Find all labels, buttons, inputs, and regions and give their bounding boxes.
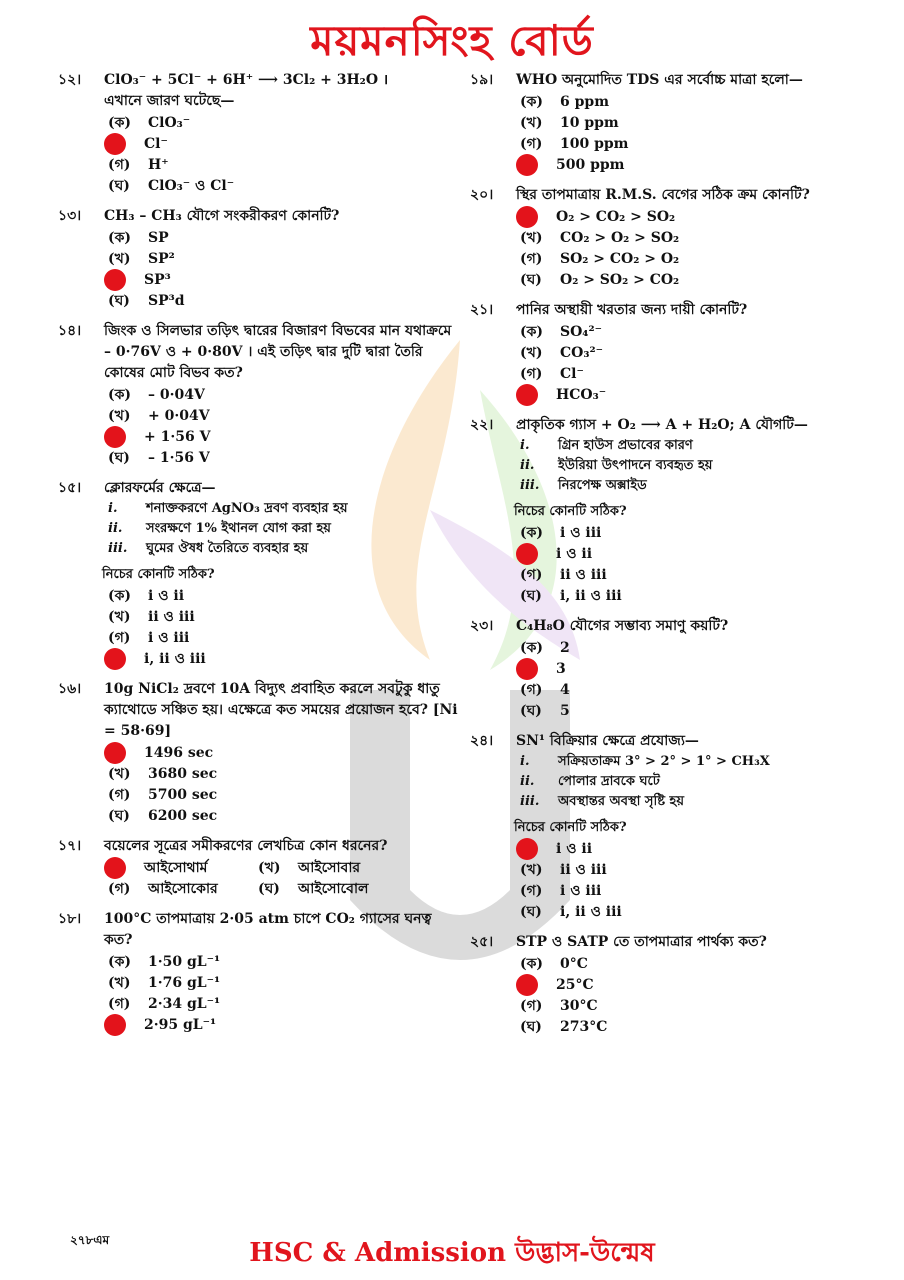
- option-ka[interactable]: [108, 585, 458, 606]
- question-number: ২৩।: [470, 618, 494, 634]
- option-value: HCO₃⁻: [556, 386, 607, 403]
- statement: iii. ঘুমের ঔষধ তৈরিতে ব্যবহার হয়: [108, 541, 309, 556]
- question-text: SN¹ বিক্রিয়ার ক্ষেত্রে প্রযোজ্য—: [516, 733, 699, 749]
- statement: i. শনাক্তকরণে AgNO₃ দ্রবণ ব্যবহার হয়: [108, 501, 348, 516]
- statement: ii. ইউরিয়া উৎপাদনে ব্যবহৃত হয়: [520, 458, 713, 473]
- question-text: 10g NiCl₂ দ্রবণে 10A বিদ্যুৎ প্রবাহিত করলে সবটুকু ধাতু ক্যাথোডে সঞ্চিত হয়। এক্ষেত্রে কত সময়ের প্রয়োজন হবে? [Ni = 58·69]: [104, 681, 458, 739]
- answer-marker-icon: [516, 154, 538, 176]
- question-20: [470, 185, 890, 290]
- option-label: (ক): [520, 524, 544, 541]
- option-value: 0°C: [560, 955, 588, 972]
- question-text: স্থির তাপমাত্রায় R.M.S. বেগের সঠিক ক্রম কোনটি?: [516, 187, 810, 203]
- option-label: (ক): [108, 587, 132, 604]
- question-number: ২০।: [470, 187, 494, 203]
- option-label: (ঘ): [520, 587, 542, 604]
- question-23: [470, 616, 890, 721]
- answer-marker-icon: [516, 974, 538, 996]
- question-prompt: নিচের কোনটি সঠিক?: [514, 820, 627, 835]
- option-value: 6200 sec: [148, 807, 218, 824]
- question-text: পানির অস্থায়ী খরতার জন্য দায়ী কোনটি?: [516, 302, 748, 318]
- question-number: ১৯।: [470, 72, 494, 88]
- option-label: (খ): [108, 765, 131, 782]
- option-value: 100 ppm: [560, 135, 629, 152]
- option-gha[interactable]: [520, 585, 890, 606]
- question-number: ২৪।: [470, 733, 494, 749]
- option-value: Cl⁻: [144, 135, 168, 152]
- option-gha[interactable]: [108, 1014, 458, 1035]
- option-ga[interactable]: [108, 627, 458, 648]
- option-value: i ও ii: [556, 545, 593, 562]
- option-label: (খ): [108, 250, 131, 267]
- answer-marker-icon: [516, 543, 538, 565]
- option-label: (গ): [520, 135, 543, 152]
- question-text: প্রাকৃতিক গ্যাস + O₂ ⟶ A + H₂O; A যৌগটি—: [516, 417, 808, 433]
- option-gha[interactable]: [520, 269, 890, 290]
- answer-marker-icon: [516, 206, 538, 228]
- option-kha[interactable]: [520, 974, 890, 995]
- option-gha[interactable]: [258, 878, 408, 899]
- question-number: ১৪।: [58, 323, 82, 339]
- option-label: (খ): [520, 114, 543, 131]
- option-label: (খ): [520, 344, 543, 361]
- question-number: ১৮।: [58, 911, 82, 927]
- option-kha[interactable]: [108, 248, 458, 269]
- option-kha[interactable]: [520, 227, 890, 248]
- option-value: 3680 sec: [148, 765, 218, 782]
- option-ka[interactable]: [108, 951, 458, 972]
- option-ka[interactable]: [520, 91, 890, 112]
- option-value: 1·76 gL⁻¹: [148, 974, 221, 991]
- option-label: (খ): [520, 229, 543, 246]
- option-ga[interactable]: [108, 993, 458, 1014]
- statement: ii. সংরক্ষণে 1% ইথানল যোগ করা হয়: [108, 521, 331, 536]
- question-16: [58, 679, 458, 826]
- option-kha[interactable]: [108, 405, 458, 426]
- option-value: O₂ > SO₂ > CO₂: [560, 271, 680, 288]
- option-label: (গ): [520, 882, 543, 899]
- question-19: [470, 70, 890, 175]
- option-value: ClO₃⁻ ও Cl⁻: [148, 177, 235, 194]
- option-value: 25°C: [556, 976, 594, 993]
- option-kha[interactable]: [258, 857, 408, 878]
- option-value: O₂ > CO₂ > SO₂: [556, 208, 676, 225]
- option-ga[interactable]: [520, 363, 890, 384]
- option-ka[interactable]: [108, 227, 458, 248]
- option-ga[interactable]: [520, 679, 890, 700]
- option-value: 273°C: [560, 1018, 608, 1035]
- option-label: (গ): [108, 156, 131, 173]
- option-ga[interactable]: [520, 880, 890, 901]
- question-text-2: এখানে জারণ ঘটেছে—: [104, 93, 235, 109]
- question-number: ২৫।: [470, 934, 494, 950]
- option-ka[interactable]: [108, 112, 458, 133]
- option-gha[interactable]: [520, 1016, 890, 1037]
- option-value: 500 ppm: [556, 156, 625, 173]
- question-number: ১৫।: [58, 480, 82, 496]
- question-number: ১২।: [58, 72, 82, 88]
- left-column: [58, 70, 458, 1045]
- option-gha[interactable]: [520, 384, 890, 405]
- question-text: STP ও SATP তে তাপমাত্রার পার্থক্য কত?: [516, 934, 767, 950]
- answer-marker-icon: [516, 384, 538, 406]
- option-gha[interactable]: [520, 700, 890, 721]
- answer-marker-icon: [516, 838, 538, 860]
- option-value: আইসোকোর: [148, 880, 218, 897]
- option-kha[interactable]: [520, 543, 890, 564]
- option-label: (ক): [108, 229, 132, 246]
- option-value: CO₃²⁻: [560, 344, 603, 361]
- question-text: ClO₃⁻ + 5Cl⁻ + 6H⁺ ⟶ 3Cl₂ + 3H₂O ।: [104, 72, 389, 88]
- option-value: 5700 sec: [148, 786, 218, 803]
- footer-brand: HSC & Admission উদ্ভাস-উন্মেষ: [249, 1238, 655, 1268]
- option-value: SP²: [148, 250, 175, 267]
- option-ka[interactable]: [520, 206, 890, 227]
- option-label: (ক): [108, 114, 132, 131]
- option-ga[interactable]: [108, 269, 458, 290]
- option-kha[interactable]: [108, 133, 458, 154]
- statement: i. গ্রিন হাউস প্রভাবের কারণ: [520, 438, 693, 453]
- option-ka[interactable]: [520, 522, 890, 543]
- option-label: (খ): [258, 859, 281, 876]
- option-value: i ও ii: [148, 587, 185, 604]
- question-text: 100°C তাপমাত্রায় 2·05 atm চাপে CO₂ গ্যাসের ঘনত্ব কত?: [104, 911, 432, 948]
- option-label: (ঘ): [108, 177, 130, 194]
- option-ga[interactable]: [520, 564, 890, 585]
- option-value: i, ii ও iii: [560, 903, 622, 920]
- option-ka[interactable]: [520, 953, 890, 974]
- option-ka[interactable]: [520, 637, 890, 658]
- option-label: (ক): [520, 93, 544, 110]
- option-label: (খ): [108, 974, 131, 991]
- option-kha[interactable]: [520, 859, 890, 880]
- option-ka[interactable]: [108, 857, 258, 878]
- option-kha[interactable]: [520, 112, 890, 133]
- option-label: (ঘ): [520, 702, 542, 719]
- question-22: [470, 415, 890, 606]
- question-number: ১৩।: [58, 208, 82, 224]
- option-label: (ঘ): [108, 292, 130, 309]
- option-label: (গ): [520, 365, 543, 382]
- question-18: [58, 909, 458, 1035]
- option-label: (খ): [108, 407, 131, 424]
- option-value: 4: [560, 681, 570, 698]
- option-kha[interactable]: [520, 342, 890, 363]
- option-gha[interactable]: [520, 154, 890, 175]
- option-kha[interactable]: [108, 972, 458, 993]
- option-ka[interactable]: [520, 838, 890, 859]
- option-label: (ঘ): [520, 271, 542, 288]
- option-ga[interactable]: [520, 248, 890, 269]
- option-value: ClO₃⁻: [148, 114, 191, 131]
- option-value: 10 ppm: [560, 114, 619, 131]
- option-value: SO₄²⁻: [560, 323, 602, 340]
- option-ga[interactable]: [108, 426, 458, 447]
- question-25: [470, 932, 890, 1037]
- option-value: SP³: [144, 271, 171, 288]
- statement: i. সক্রিয়তাক্রম 3° > 2° > 1° > CH₃X: [520, 754, 770, 769]
- option-value: i, ii ও iii: [144, 650, 206, 667]
- option-label: (ক): [108, 953, 132, 970]
- question-text: WHO অনুমোদিত TDS এর সর্বোচ্চ মাত্রা হলো—: [516, 72, 803, 88]
- option-ga[interactable]: [520, 133, 890, 154]
- option-value: ii ও iii: [148, 608, 195, 625]
- option-kha[interactable]: [108, 763, 458, 784]
- option-ga[interactable]: [520, 995, 890, 1016]
- option-ka[interactable]: [108, 742, 458, 763]
- option-ga[interactable]: [108, 878, 258, 899]
- option-value: 5: [560, 702, 570, 719]
- answer-marker-icon: [104, 648, 126, 670]
- question-14: [58, 321, 458, 468]
- option-value: 1·50 gL⁻¹: [148, 953, 221, 970]
- question-13: [58, 206, 458, 311]
- option-value: ii ও iii: [560, 566, 607, 583]
- option-label: (গ): [520, 997, 543, 1014]
- option-value: i ও iii: [560, 524, 602, 541]
- option-value: Cl⁻: [560, 365, 584, 382]
- option-label: (ঘ): [108, 807, 130, 824]
- statement: ii. পোলার দ্রাবকে ঘটে: [520, 774, 660, 789]
- option-value: CO₂ > O₂ > SO₂: [560, 229, 680, 246]
- answer-marker-icon: [104, 426, 126, 448]
- answer-marker-icon: [104, 133, 126, 155]
- question-prompt: নিচের কোনটি সঠিক?: [514, 504, 627, 519]
- option-value: SO₂ > CO₂ > O₂: [560, 250, 680, 267]
- option-label: (খ): [520, 861, 543, 878]
- option-ka[interactable]: [108, 384, 458, 405]
- option-value: – 1·56 V: [148, 449, 210, 466]
- answer-marker-icon: [104, 1014, 126, 1036]
- option-value: i, ii ও iii: [560, 587, 622, 604]
- page-title: ময়মনসিংহ বোর্ড: [310, 16, 594, 65]
- question-text: বয়েলের সূত্রের সমীকরণের লেখচিত্র কোন ধরনের?: [104, 838, 388, 854]
- option-kha[interactable]: [520, 658, 890, 679]
- option-label: (ঘ): [520, 903, 542, 920]
- option-label: (ক): [520, 955, 544, 972]
- option-label: (খ): [108, 608, 131, 625]
- option-gha[interactable]: [108, 805, 458, 826]
- option-value: 30°C: [560, 997, 598, 1014]
- option-value: 3: [556, 660, 566, 677]
- question-text: C₄H₈O যৌগের সম্ভাব্য সমাণু কয়টি?: [516, 618, 729, 634]
- option-gha[interactable]: [108, 175, 458, 196]
- question-15: [58, 478, 458, 669]
- answer-marker-icon: [104, 269, 126, 291]
- option-ga[interactable]: [108, 154, 458, 175]
- question-21: [470, 300, 890, 405]
- statement: iii. অবস্থান্তর অবস্থা সৃষ্টি হয়: [520, 794, 685, 809]
- right-column: [470, 70, 890, 1047]
- option-value: – 0·04V: [148, 386, 205, 403]
- option-label: (গ): [108, 629, 131, 646]
- option-value: 6 ppm: [560, 93, 610, 110]
- question-text: জিংক ও সিলভার তড়িৎ দ্বারের বিজারণ বিভবের মান যথাক্রমে – 0·76V ও + 0·80V । এই তড়িৎ দ্বার দুটি দ্বারা তৈরি কোষের মোট বিভব কত?: [104, 323, 452, 381]
- answer-marker-icon: [104, 857, 126, 879]
- page-number: ২৭৮এম: [70, 1233, 110, 1247]
- option-label: (ঘ): [520, 1018, 542, 1035]
- question-text: CH₃ – CH₃ যৌগে সংকরীকরণ কোনটি?: [104, 208, 340, 224]
- option-value: 2: [560, 639, 570, 656]
- option-value: আইসোবার: [298, 859, 361, 876]
- question-text: ক্লোরফর্মের ক্ষেত্রে—: [104, 480, 216, 496]
- option-value: 2·34 gL⁻¹: [148, 995, 221, 1012]
- option-label: (গ): [108, 880, 131, 897]
- option-label: (গ): [520, 566, 543, 583]
- option-value: H⁺: [148, 156, 169, 173]
- option-value: আইসোথার্ম: [144, 859, 208, 876]
- question-17: [58, 836, 458, 899]
- option-gha[interactable]: [520, 901, 890, 922]
- option-value: 2·95 gL⁻¹: [144, 1016, 217, 1033]
- question-number: ২২।: [470, 417, 494, 433]
- option-kha[interactable]: [108, 606, 458, 627]
- option-label: (গ): [520, 250, 543, 267]
- question-12: [58, 70, 458, 196]
- question-number: ২১।: [470, 302, 494, 318]
- option-ka[interactable]: [520, 321, 890, 342]
- option-label: (ক): [520, 639, 544, 656]
- option-label: (ক): [108, 386, 132, 403]
- option-gha[interactable]: [108, 290, 458, 311]
- question-24: [470, 731, 890, 922]
- option-value: SP³d: [148, 292, 185, 309]
- option-gha[interactable]: [108, 447, 458, 468]
- option-gha[interactable]: [108, 648, 458, 669]
- option-label: (ক): [520, 323, 544, 340]
- question-number: ১৭।: [58, 838, 82, 854]
- option-value: i ও ii: [556, 840, 593, 857]
- option-label: (গ): [520, 681, 543, 698]
- option-label: (ঘ): [258, 880, 280, 897]
- option-value: 1496 sec: [144, 744, 214, 761]
- option-label: (ঘ): [108, 449, 130, 466]
- statement: iii. নিরপেক্ষ অক্সাইড: [520, 478, 647, 493]
- option-value: + 1·56 V: [144, 428, 211, 445]
- option-value: i ও iii: [560, 882, 602, 899]
- option-label: (গ): [108, 786, 131, 803]
- option-value: + 0·04V: [148, 407, 210, 424]
- option-value: ii ও iii: [560, 861, 607, 878]
- option-value: i ও iii: [148, 629, 190, 646]
- option-value: আইসোবোল: [298, 880, 369, 897]
- answer-marker-icon: [104, 742, 126, 764]
- answer-marker-icon: [516, 658, 538, 680]
- question-number: ১৬।: [58, 681, 82, 697]
- option-ga[interactable]: [108, 784, 458, 805]
- option-label: (গ): [108, 995, 131, 1012]
- option-value: SP: [148, 229, 169, 246]
- question-prompt: নিচের কোনটি সঠিক?: [102, 567, 215, 582]
